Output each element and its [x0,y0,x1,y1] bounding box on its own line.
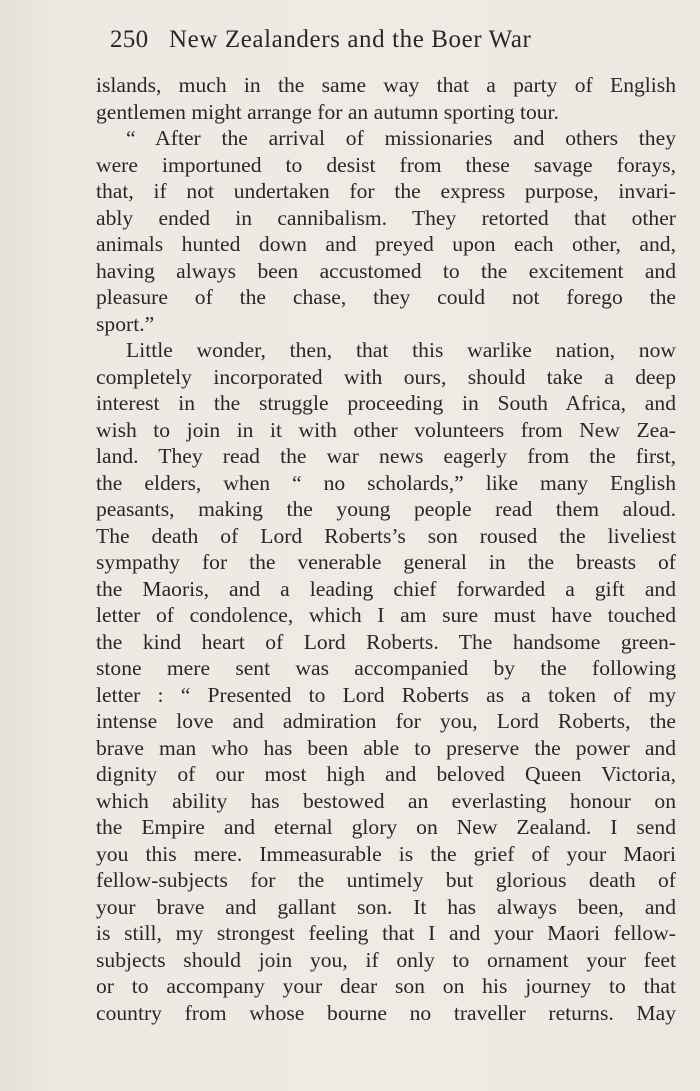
text-line: intense love and admiration for you, Lord Roberts, the [96,709,676,733]
text-line: peasants, making the young people read them aloud. [96,497,676,521]
text-line: fellow-subjects for the untimely but glorious death of [96,868,676,892]
text-line: the kind heart of Lord Roberts. The handsome green- [96,629,676,654]
text-line: the elders, when “ no scholards,” like many English [96,470,676,495]
text-line: Little wonder, then, that this warlike nation, now [126,338,676,362]
text-line: The death of Lord Roberts’s son roused the liveliest [96,523,676,548]
text-line: stone mere sent was accompanied by the following [96,656,676,680]
text-line: completely incorporated with ours, should take a deep [96,364,676,389]
text-line: wish to join in it with other volunteers from New Zea- [96,417,676,442]
text-line: islands, much in the same way that a party of English [96,73,676,97]
text-line: which ability has bestowed an everlasting honour on [96,788,676,813]
text-line: dignity of our most high and beloved Queen Victoria, [96,762,676,786]
text-line: sport.” [96,311,155,336]
text-line: or to accompany your dear son on his journey to that [96,974,676,998]
text-line: pleasure of the chase, they could not forego the [96,285,676,309]
text-line: animals hunted down and preyed upon each other, and, [96,232,676,256]
text-line: sympathy for the venerable general in the breasts of [96,550,676,574]
text-line: “ After the arrival of missionaries and others they [126,126,676,150]
text-line: you this mere. Immeasurable is the grief of your Maori [96,841,676,866]
text-line: subjects should join you, if only to ornament your feet [96,947,676,972]
text-line: having always been accustomed to the excitement and [96,258,676,283]
text-line: brave man who has been able to preserve the power and [96,735,676,760]
text-line: your brave and gallant son. It has always been, and [96,894,676,919]
text-line: ably ended in cannibalism. They retorted that other [96,205,676,230]
text-line: country from whose bourne no traveller returns. May [96,1000,676,1025]
text-line: letter of condolence, which I am sure must have touched [96,603,676,627]
text-line: interest in the struggle proceeding in South Africa, and [96,391,676,415]
running-title: New Zealanders and the Boer War [168,26,532,53]
text-line: is still, my strongest feeling that I and your Maori fellow- [96,921,676,945]
text-line: land. They read the war news eagerly from the first, [96,444,676,468]
running-header [110,26,670,66]
text-line: that, if not undertaken for the express purpose, invari- [96,179,676,203]
text-line: were importuned to desist from these savage forays, [96,152,676,177]
text-line: the Empire and eternal glory on New Zealand. I send [96,815,676,839]
page-number: 250 [110,26,149,53]
text-line: gentlemen might arrange for an autumn sporting tour. [96,99,559,124]
text-line: the Maoris, and a leading chief forwarded a gift and [96,576,676,601]
text-line: letter : “ Presented to Lord Roberts as a token of my [96,682,676,707]
body-text [96,72,676,1026]
